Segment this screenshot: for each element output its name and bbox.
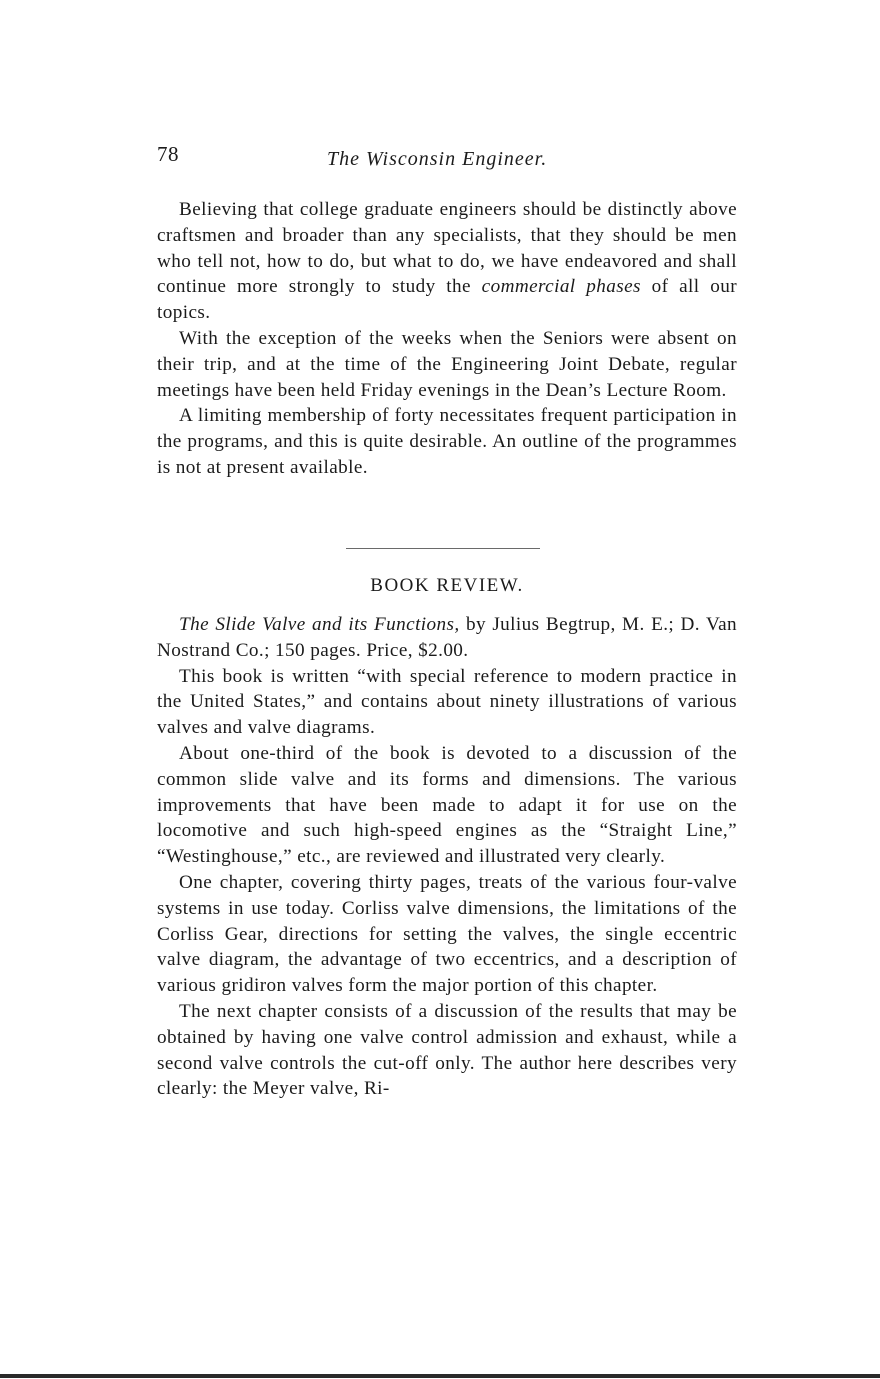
scan-edge-line <box>0 1374 880 1378</box>
running-title: The Wisconsin Engineer. <box>327 148 548 170</box>
book-title: The Slide Valve and its Functions, <box>179 614 460 635</box>
paragraph-book-overview: This book is written “with special reference to modern practice in the United States,” and contains about ninety illustrations of various valves and valve diagrams. <box>157 665 737 739</box>
book-details: by Julius Begtrup, M. E.; D. Van Nostrand Co.; 150 pages. Price, $2.00. <box>157 614 738 661</box>
paragraph-slide-valve: About one-third of the book is devoted to a discussion of the common slide valve and its forms and dimensions. The various improvements that have been made to adapt it for use on the locomotive and such high-speed engines as the “Straight Line,” “Westinghouse,” etc., are reviewed and illustrated very clearly. <box>157 742 737 868</box>
paragraph-cut-off-valves: The next chapter consists of a discussion of the results that may be obtained by having one valve control admission and exhaust, while a second valve controls the cut-off only. The author here describes very clearly: the Meyer valve, Ri- <box>157 1000 737 1100</box>
section-divider <box>346 548 540 549</box>
book-review-section <box>157 612 737 1102</box>
society-report-section <box>157 197 737 481</box>
paragraph-membership: A limiting membership of forty necessitates frequent participation in the programs, and this is quite desirable. An outline of the programmes is not at present available. <box>157 405 737 478</box>
book-review-heading: BOOK REVIEW. <box>370 575 524 596</box>
paragraph-text: Believing that college graduate engineers should be distinctly above craftsmen and broader than any specialists, that they should be men who tell not, how to do, but what to do, we have endeavored and shall continue more strongly to study the <box>157 199 737 298</box>
paragraph-four-valve-systems: One chapter, covering thirty pages, treats of the various four-valve systems in use today. Corliss valve dimensions, the limitations of the Corliss Gear, directions for setting the valves, the single eccentric valve diagram, the advantage of two eccentrics, and a description of various gridiron valves form the major portion of this chapter. <box>157 871 737 997</box>
emphasis-commercial-phases: commercial phases <box>481 276 641 298</box>
paragraph-engineering-goals <box>157 197 737 326</box>
page-number: 78 <box>157 142 179 166</box>
paragraph-meetings: With the exception of the weeks when the Seniors were absent on their trip, and at the time of the Engineering Joint Debate, regular meetings have been held Friday evenings in the Dean’s Lecture Room. <box>157 327 737 401</box>
page-header <box>157 142 733 178</box>
paragraph-text: of all our topics. <box>157 276 738 324</box>
book-citation <box>157 612 737 664</box>
